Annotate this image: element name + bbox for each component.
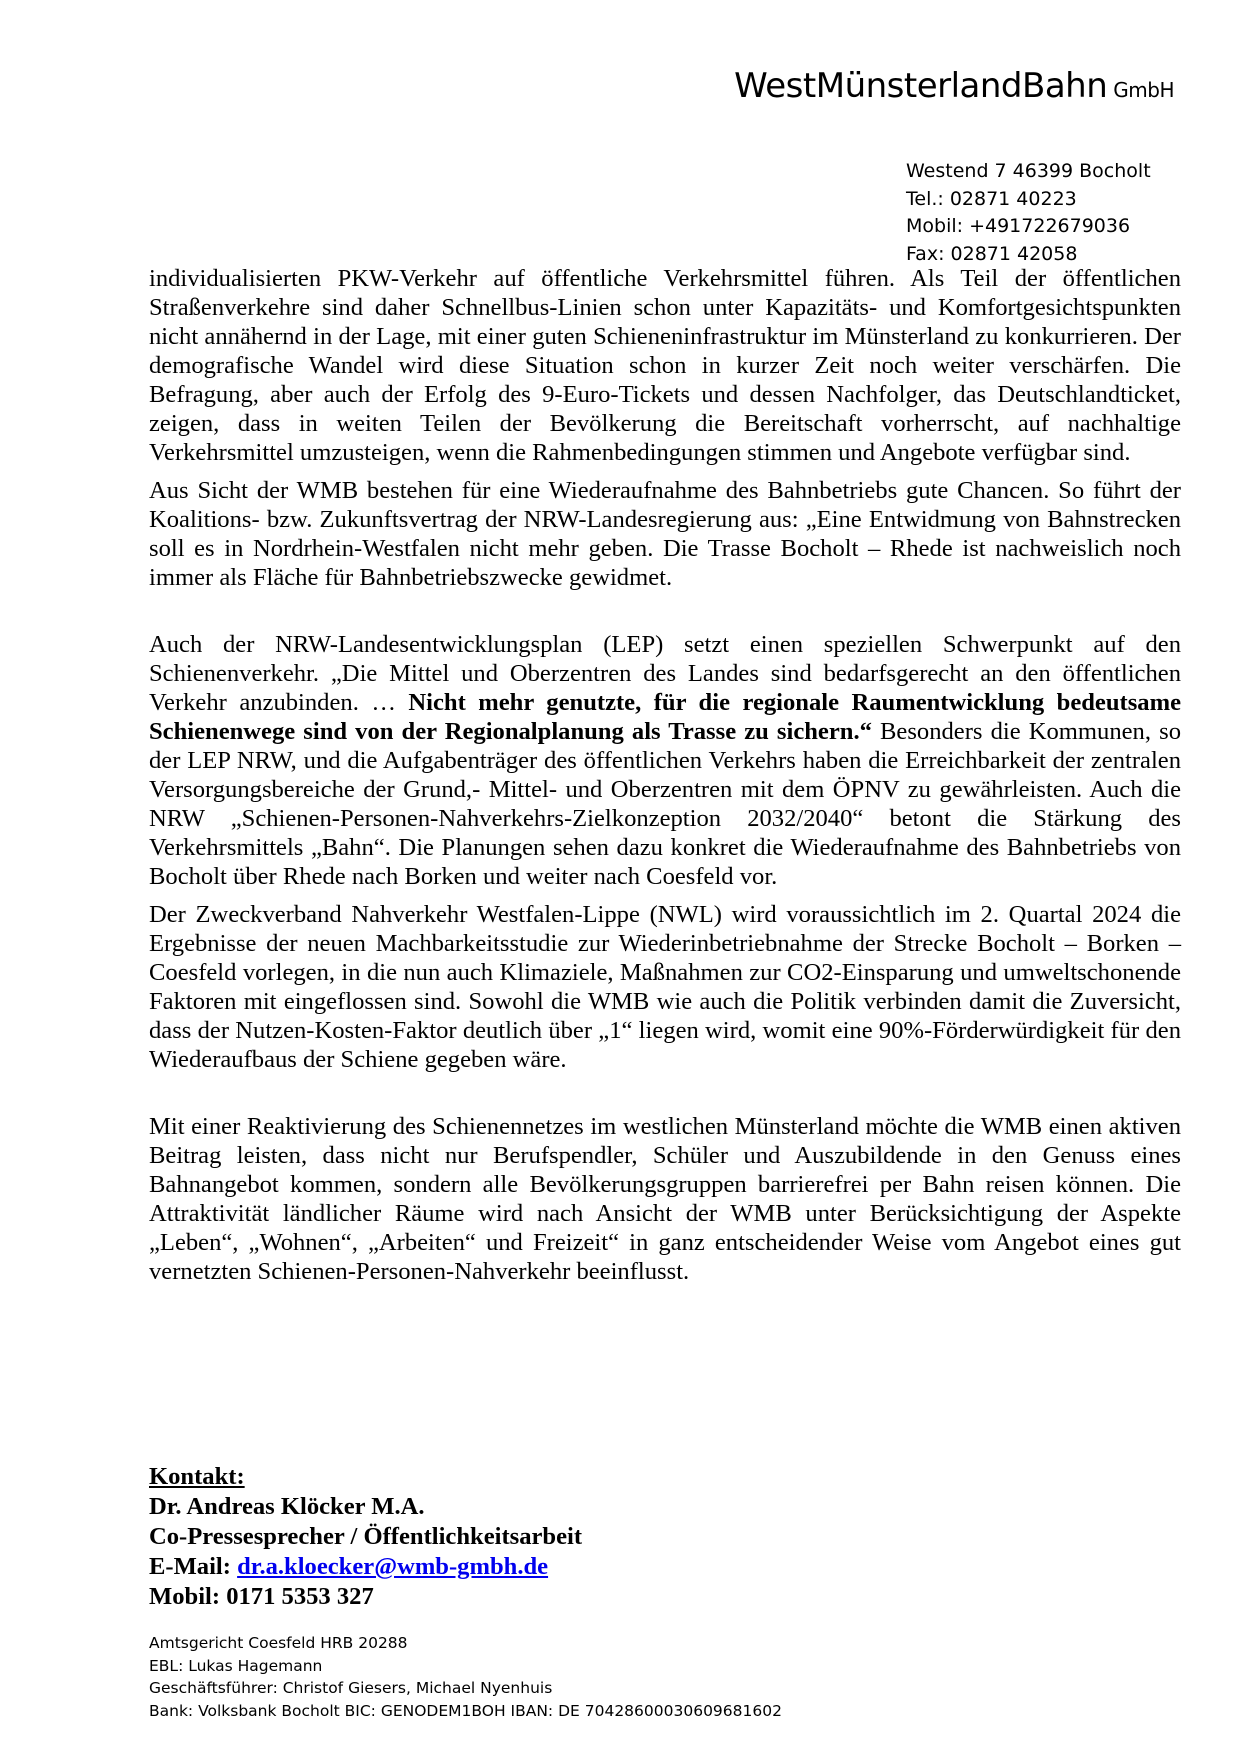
- address-mobile: Mobil: +491722679036: [906, 215, 1131, 237]
- footer-management: Geschäftsführer: Christof Giesers, Michael Nyenhuis: [149, 1679, 553, 1697]
- footer-ebl: EBL: Lukas Hagemann: [149, 1656, 323, 1675]
- company-suffix: GmbH: [1113, 78, 1174, 102]
- paragraph-2: Aus Sicht der WMB bestehen für eine Wiederaufnahme des Bahnbetriebs gute Chancen. So führt der Koalitions- bzw. Zukunftsvertrag der NRW-Landesregierung aus: „Eine Entwidmung von Bahnstrecken soll es in Nordrhein-Westfalen nicht mehr geben. Die Trasse Bocholt – Rhede ist nachweislich noch immer als Fläche für Bahnbetriebszwecke gewidmet.: [149, 477, 1181, 591]
- paragraph-3-bold-quote: Nicht mehr genutzte, für die regionale Raumentwicklung bedeutsame Schienenwege sind von der Regionalplanung als Trasse zu sichern.“: [149, 689, 1181, 745]
- paragraph-1: individualisierten PKW-Verkehr auf öffentliche Verkehrsmittel führen. Als Teil der öffentlichen Straßenverkehre sind daher Schnellbus-Linien schon unter Kapazitäts- und Komfortgesichtspunkten nicht annähernd in der Lage, mit einer guten Schieneninfrastruktur im Münsterland zu konkurrieren. Der demografische Wandel wird diese Situation schon in kurzer Zeit noch weiter verschärfen. Die Befragung, aber auch der Erfolg des 9-Euro-Tickets und dessen Nachfolger, das Deutschlandticket, zeigen, dass in weiten Teilen der Bevölkerung die Bereitschaft vorherrscht, auf nachhaltige Verkehrsmittel umzusteigen, wenn die Rahmenbedingungen stimmen und Angebote verfügbar sind.: [149, 265, 1181, 466]
- address-street: Westend 7 46399 Bocholt: [906, 160, 1151, 182]
- paragraph-3-end: Besonders die Kommunen, so der LEP NRW, und die Aufgabenträger des öffentlichen Verkehrs haben die Erreichbarkeit der zentralen Versorgungsbereiche der Grund,- Mittel- und Oberzentren mit dem ÖPNV zu gewährleisten. Auch die NRW „Schienen-Personen-Nahverkehrs-Zielkonzeption 2032/2040“ betont die Stärkung des Verkehrsmittels „Bahn“. Die Planungen sehen dazu konkret die Wiederaufnahme des Bahnbetriebs von Bocholt über Rhede nach Borken und weiter nach Coesfeld vor.: [149, 718, 1181, 890]
- address-fax: Fax: 02871 42058: [906, 242, 1078, 265]
- paragraph-3-start: Auch der NRW-Landesentwicklungsplan (LEP) setzt einen speziellen Schwerpunkt auf den Schienenverkehr. „Die Mittel und Oberzentren des Landes sind bedarfsgerecht an den öffentlichen Verkehr anzubinden. …: [149, 631, 1181, 716]
- company-name-text: WestMünsterlandBahn: [734, 66, 1108, 106]
- company-name: [734, 66, 1174, 106]
- email-label: E-Mail:: [149, 1553, 238, 1580]
- footer-legal: [149, 1632, 782, 1722]
- paragraph-3: [149, 630, 1181, 891]
- paragraph-5: Mit einer Reaktivierung des Schienennetzes im westlichen Münsterland möchte die WMB einen aktiven Beitrag leisten, dass nicht nur Berufspendler, Schüler und Auszubildende in den Genuss eines Bahnangebot kommen, sondern alle Bevölkerungsgruppen barrierefrei per Bahn reisen können. Die Attraktivität ländlicher Räume wird nach Ansicht der WMB unter Berücksichtigung der Aspekte „Leben“, „Wohnen“, „Arbeiten“ und Freizeit“ in ganz entscheidender Weise vom Angebot eines gut vernetzten Schienen-Personen-Nahverkehr beeinflusst.: [149, 1113, 1181, 1285]
- address-phone: Tel.: 02871 40223: [906, 187, 1077, 210]
- contact-name: Dr. Andreas Klöcker M.A.: [149, 1493, 425, 1520]
- paragraph-4: Der Zweckverband Nahverkehr Westfalen-Lippe (NWL) wird voraussichtlich im 2. Quartal 2024 die Ergebnisse der neuen Machbarkeitsstudie zur Wiederinbetriebnahme der Strecke Bocholt – Borken – Coesfeld vorlegen, in die nun auch Klimaziele, Maßnahmen zur CO2-Einsparung und umweltschonende Faktoren mit eingeflossen sind. Sowohl die WMB wie auch die Politik verbinden damit die Zuversicht, dass der Nutzen-Kosten-Faktor deutlich über „1“ liegen wird, womit eine 90%-Förderwürdigkeit für den Wiederaufbaus der Schiene gegeben wäre.: [149, 901, 1181, 1073]
- contact-role: Co-Pressesprecher / Öffentlichkeitsarbeit: [149, 1523, 583, 1550]
- body-text: [149, 264, 1181, 1286]
- contact-email-line: [149, 1552, 582, 1582]
- footer-bank: Bank: Volksbank Bocholt BIC: GENODEM1BOH IBAN: DE 70428600030609681602: [149, 1701, 782, 1720]
- contact-heading: Kontakt:: [149, 1463, 245, 1490]
- contact-block: [149, 1462, 582, 1612]
- contact-mobile: Mobil: 0171 5353 327: [149, 1583, 374, 1610]
- company-address: [906, 158, 1151, 268]
- email-link[interactable]: dr.a.kloecker@wmb-gmbh.de: [237, 1553, 549, 1580]
- footer-register: Amtsgericht Coesfeld HRB 20288: [149, 1634, 408, 1652]
